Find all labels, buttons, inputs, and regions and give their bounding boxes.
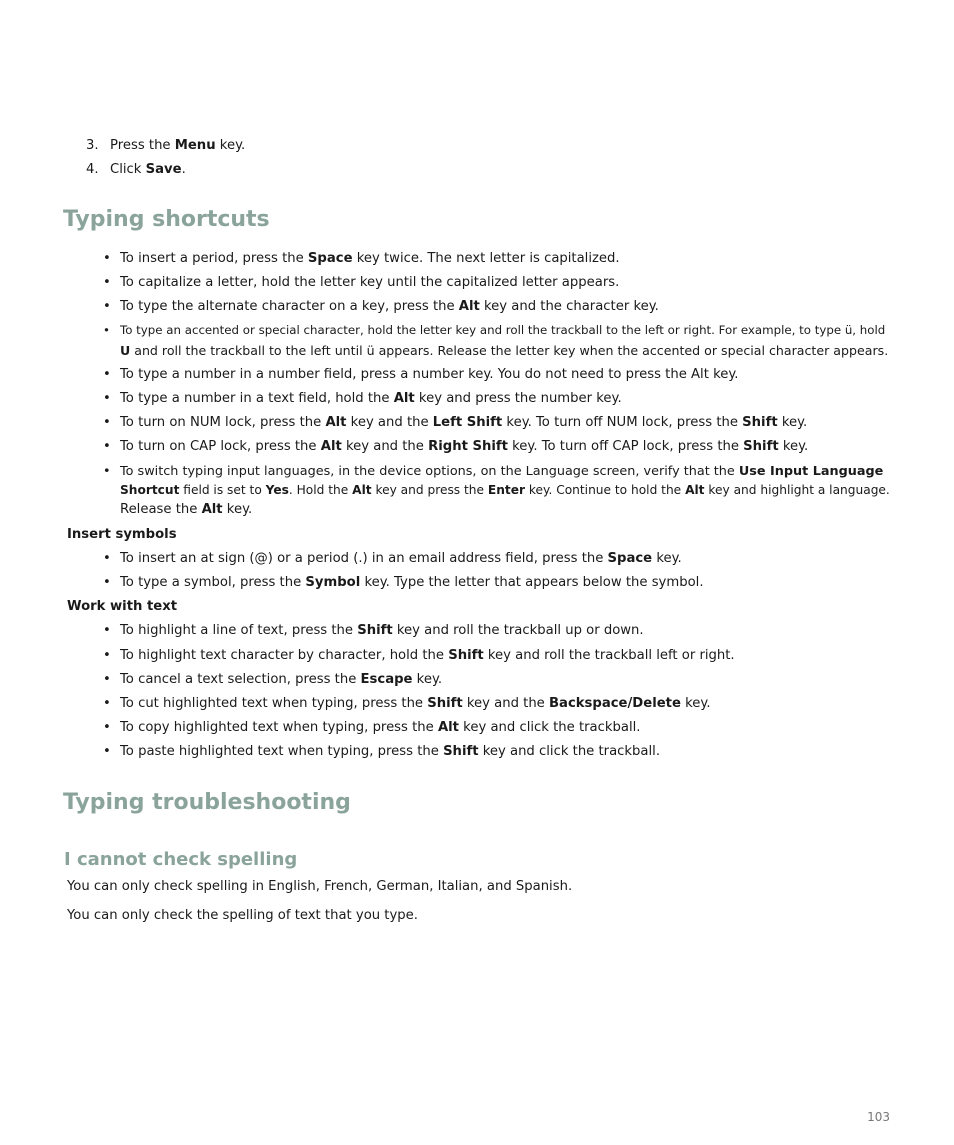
list-item: • To turn on NUM lock, press the Alt key and the Left Shift key. To turn off NUM lock, press the Shift key. [103,415,808,430]
list-item: • To paste highlighted text when typing, press the Shift key and click the trackball. [103,744,661,759]
page-number: 103 [867,1110,890,1124]
list-item-continuation: Release the Alt key. [120,502,253,517]
list-item: • To copy highlighted text when typing, press the Alt key and click the trackball. [103,720,641,735]
heading-typing-shortcuts: Typing shortcuts [63,207,270,232]
heading-typing-troubleshooting: Typing troubleshooting [63,790,351,815]
list-item: • To cancel a text selection, press the Escape key. [103,672,443,687]
paragraph: You can only check the spelling of text that you type. [67,908,418,923]
list-item: • To switch typing input languages, in the device options, on the Language screen, verify that the Use Input Language [103,464,884,479]
list-item-continuation: U and roll the trackball to the left until ü appears. Release the letter key when the accented or special character appears. [120,343,889,358]
list-item: • To highlight a line of text, press the Shift key and roll the trackball up or down. [103,623,644,638]
list-item: • To type the alternate character on a key, press the Alt key and the character key. [103,299,659,314]
list-item: • To turn on CAP lock, press the Alt key and the Right Shift key. To turn off CAP lock, press the Shift key. [103,439,809,454]
step-3: 3. Press the Menu key. [86,138,246,153]
list-item: • To type a symbol, press the Symbol key. Type the letter that appears below the symbol. [103,575,704,590]
subheading-cannot-check-spelling: I cannot check spelling [64,849,298,870]
list-item: • To highlight text character by character, hold the Shift key and roll the trackball left or right. [103,648,735,663]
list-item: • To type an accented or special character, hold the letter key and roll the trackball to the left or right. For example, to type ü, hold [103,323,886,337]
subheading-work-with-text: Work with text [67,599,178,614]
list-item: • To insert a period, press the Space key twice. The next letter is capitalized. [103,251,620,266]
list-item: • To type a number in a number field, press a number key. You do not need to press the Alt key. [103,367,739,382]
list-item: • To type a number in a text field, hold the Alt key and press the number key. [103,391,622,406]
list-item: • To capitalize a letter, hold the letter key until the capitalized letter appears. [103,275,620,290]
paragraph: You can only check spelling in English, French, German, Italian, and Spanish. [67,879,573,894]
list-item-continuation: Shortcut field is set to Yes. Hold the Alt key and press the Enter key. Continue to hold the Alt key and highlight a language. [120,483,890,497]
step-4: 4. Click Save. [86,162,186,177]
list-item: • To insert an at sign (@) or a period (.) in an email address field, press the Space key. [103,551,682,566]
subheading-insert-symbols: Insert symbols [67,527,177,542]
list-item: • To cut highlighted text when typing, press the Shift key and the Backspace/Delete key. [103,696,711,711]
